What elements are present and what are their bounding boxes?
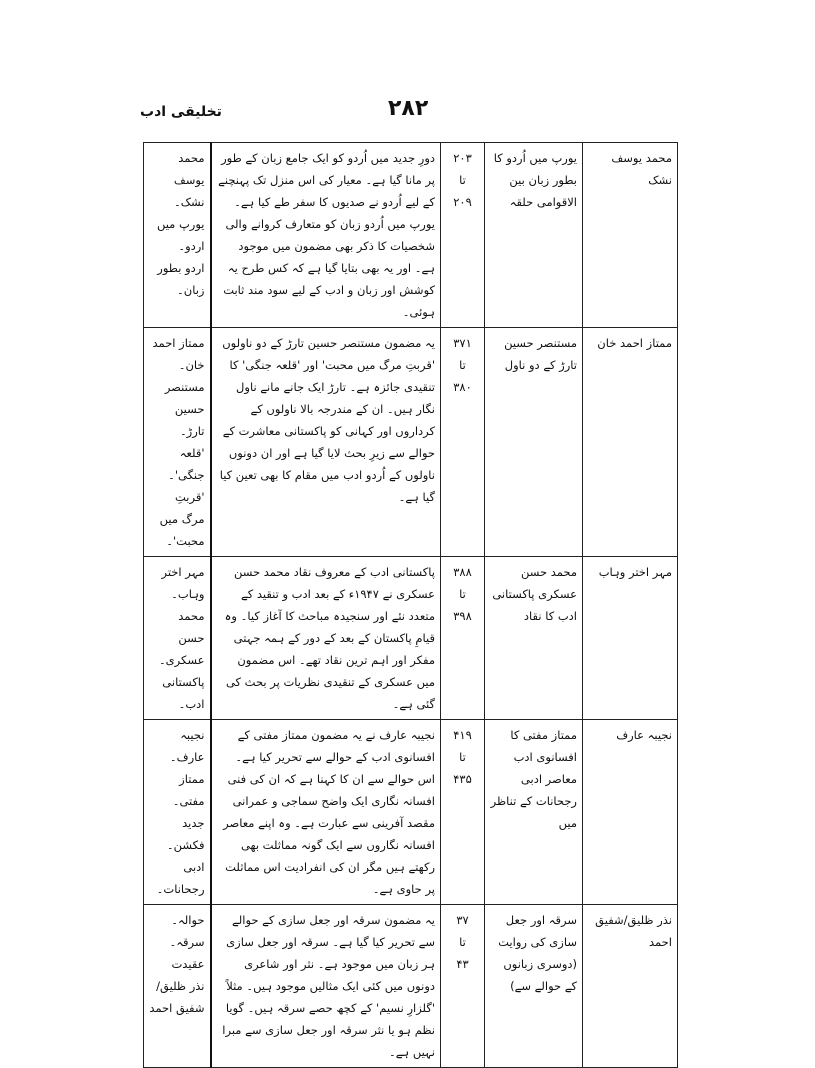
summary-cell: دورِ جدید میں اُردو کو ایک جامع زبان کے طور پر مانا گیا ہے۔ معیار کی اس منزل تک پہنچنے کے لیے اُردو نے صدیوں کا سفر طے کیا ہے۔ یورپ میں اُردو زبان کو متعارف کروانے والی شخصیات کا ذکر بھی مضمون میں موجود ہے۔ اور یہ بھی بتایا گیا ہے کہ کس طرح یہ کوشش اور زبان و ادب کے لیے سود مند ثابت ہوئی۔ xyxy=(211,143,441,328)
table-row xyxy=(144,905,678,1068)
page-start: ۳۷ xyxy=(456,913,469,927)
keyword: 'قربتِ مرگ میں xyxy=(159,490,205,526)
table-row xyxy=(144,557,678,720)
keywords-cell xyxy=(144,557,211,720)
article-title-cell: محمد حسن عسکری پاکستانی ادب کا نقاد xyxy=(485,557,583,720)
article-title-cell: سرقہ اور جعل سازی کی روایت (دوسری زبانوں کے حوالے سے) xyxy=(485,905,583,1068)
page-to: تا xyxy=(459,935,466,949)
summary-cell: نجیبہ عارف نے یہ مضمون ممتاز مفتی کے افسانوی ادب کے حوالے سے تحریر کیا ہے۔ اس حوالے سے ان کا کہنا ہے کہ ان کی فنی افسانہ نگاری ایک واضح سماجی و عمرانی مقصد آفرینی سے عبارت ہے۔ وہ اپنے معاصر افسانہ نگاروں سے ایک گونہ مماثلت بھی رکھتے ہیں مگر ان کی انفرادیت اس مماثلت پر حاوی ہے۔ xyxy=(211,720,441,905)
page-end: ۴۳۵ xyxy=(453,772,472,786)
keyword: مہر اختر وہاب۔ xyxy=(161,565,205,601)
page-header xyxy=(140,92,680,132)
keyword: محمد حسن عسکری۔ xyxy=(158,609,205,667)
table-row xyxy=(144,143,678,328)
article-title-cell: ممتاز مفتی کا افسانوی ادب معاصر ادبی رجحانات کے تناظر میں xyxy=(485,720,583,905)
page-end: ۳۹۸ xyxy=(453,609,472,623)
page-start: ۴۱۹ xyxy=(453,728,472,742)
summary-cell: یہ مضمون مستنصر حسین تارڑ کے دو ناولوں 'قربتِ مرگ میں محبت' اور 'قلعہ جنگی' کا تنقیدی جائزہ ہے۔ تارڑ ایک جانے مانے ناول نگار ہیں۔ ان کے مندرجہ بالا ناولوں کے کرداروں اور کہانی کو پاکستانی معاشرت کے حوالے سے زیرِ بحث لایا گیا ہے اور ان دونوں ناولوں کے اُردو ادب میں مقام کا بھی تعین کیا گیا ہے۔ xyxy=(211,328,441,557)
keywords-cell xyxy=(144,143,211,328)
author-cell: نذر ظلیق/شفیق احمد xyxy=(583,905,678,1068)
page-start: ۳۸۸ xyxy=(453,565,472,579)
keyword: محمد یوسف نشک۔ xyxy=(173,151,205,209)
keyword: نجیبہ عارف۔ xyxy=(169,728,205,764)
author-cell: نجیبہ عارف xyxy=(583,720,678,905)
keyword: جدید فکشن۔ xyxy=(166,816,205,852)
page-to: تا xyxy=(459,750,466,764)
keyword: ادبی رجحانات۔ xyxy=(156,860,205,896)
page-to: تا xyxy=(459,587,466,601)
page-start: ۲۰۳ xyxy=(453,151,472,165)
page-to: تا xyxy=(459,358,466,372)
keywords-cell xyxy=(144,720,211,905)
author-cell: محمد یوسف نشک xyxy=(583,143,678,328)
keyword: عقیدت xyxy=(171,957,205,971)
keyword: ممتاز مفتی۔ xyxy=(172,772,205,808)
keyword: سرقہ۔ xyxy=(169,935,205,949)
page-range-cell xyxy=(441,905,485,1068)
page-end: ۲۰۹ xyxy=(453,195,472,209)
page-range-cell xyxy=(441,720,485,905)
running-title: تخلیقی ادب xyxy=(140,104,222,120)
keyword: مستنصر حسین xyxy=(164,380,205,416)
summary-cell: پاکستانی ادب کے معروف نقاد محمد حسن عسکری نے ۱۹۴۷ء کے بعد ادب و تنقید کے متعدد نئے اور سنجیدہ مباحث کا آغاز کیا۔ وہ قیامِ پاکستان کے بعد کے دور کے ہمہ جہتی مفکر اور اہم ترین نقاد تھے۔ اس مضمون میں عسکری کے تنقیدی نظریات پر بحث کی گئی ہے۔ xyxy=(211,557,441,720)
keyword: شفیق احمد xyxy=(149,1001,205,1015)
article-title-cell: مستنصر حسین تارڑ کے دو ناول xyxy=(485,328,583,557)
table-row xyxy=(144,328,678,557)
keyword: پاکستانی ادب۔ xyxy=(162,675,205,711)
page-end: ۳۸۰ xyxy=(453,380,472,394)
page-range-cell xyxy=(441,328,485,557)
keyword: یورپ میں اردو۔ xyxy=(156,217,205,253)
author-cell: مہر اختر وہاب xyxy=(583,557,678,720)
index-table xyxy=(143,142,678,1068)
page-range-cell xyxy=(441,143,485,328)
table-row xyxy=(144,720,678,905)
page-start: ۳۷۱ xyxy=(453,336,472,350)
page-range-cell xyxy=(441,557,485,720)
keyword: محبت'۔ xyxy=(166,534,205,548)
keyword: ممتاز احمد خان۔ xyxy=(152,336,205,372)
keywords-cell xyxy=(144,328,211,557)
keyword: حوالہ۔ xyxy=(171,913,205,927)
page-to: تا xyxy=(459,173,466,187)
page-number: ۲۸۲ xyxy=(388,96,429,121)
keyword: نذر ظلیق/ xyxy=(156,979,205,993)
keyword: 'قلعہ جنگی'۔ xyxy=(168,446,205,482)
summary-cell: یہ مضمون سرقہ اور جعل سازی کے حوالے سے تحریر کیا گیا ہے۔ سرقہ اور جعل سازی ہر زبان میں موجود ہے۔ نثر اور شاعری دونوں میں کئی ایک مثالیں موجود ہیں۔ مثلاً 'گلزارِ نسیم' کے کچھ حصے سرقہ ہیں۔ گویا نظم ہو یا نثر سرقہ اور جعل سازی سے مبرا نہیں ہے۔ xyxy=(211,905,441,1068)
keywords-cell xyxy=(144,905,211,1068)
article-title-cell: یورپ میں اُردو کا بطور زبان بین الاقوامی حلقہ xyxy=(485,143,583,328)
page-end: ۴۳ xyxy=(456,957,469,971)
keyword: اردو بطور زبان۔ xyxy=(157,261,205,297)
keyword: تارڑ۔ xyxy=(179,424,205,438)
author-cell: ممتاز احمد خان xyxy=(583,328,678,557)
